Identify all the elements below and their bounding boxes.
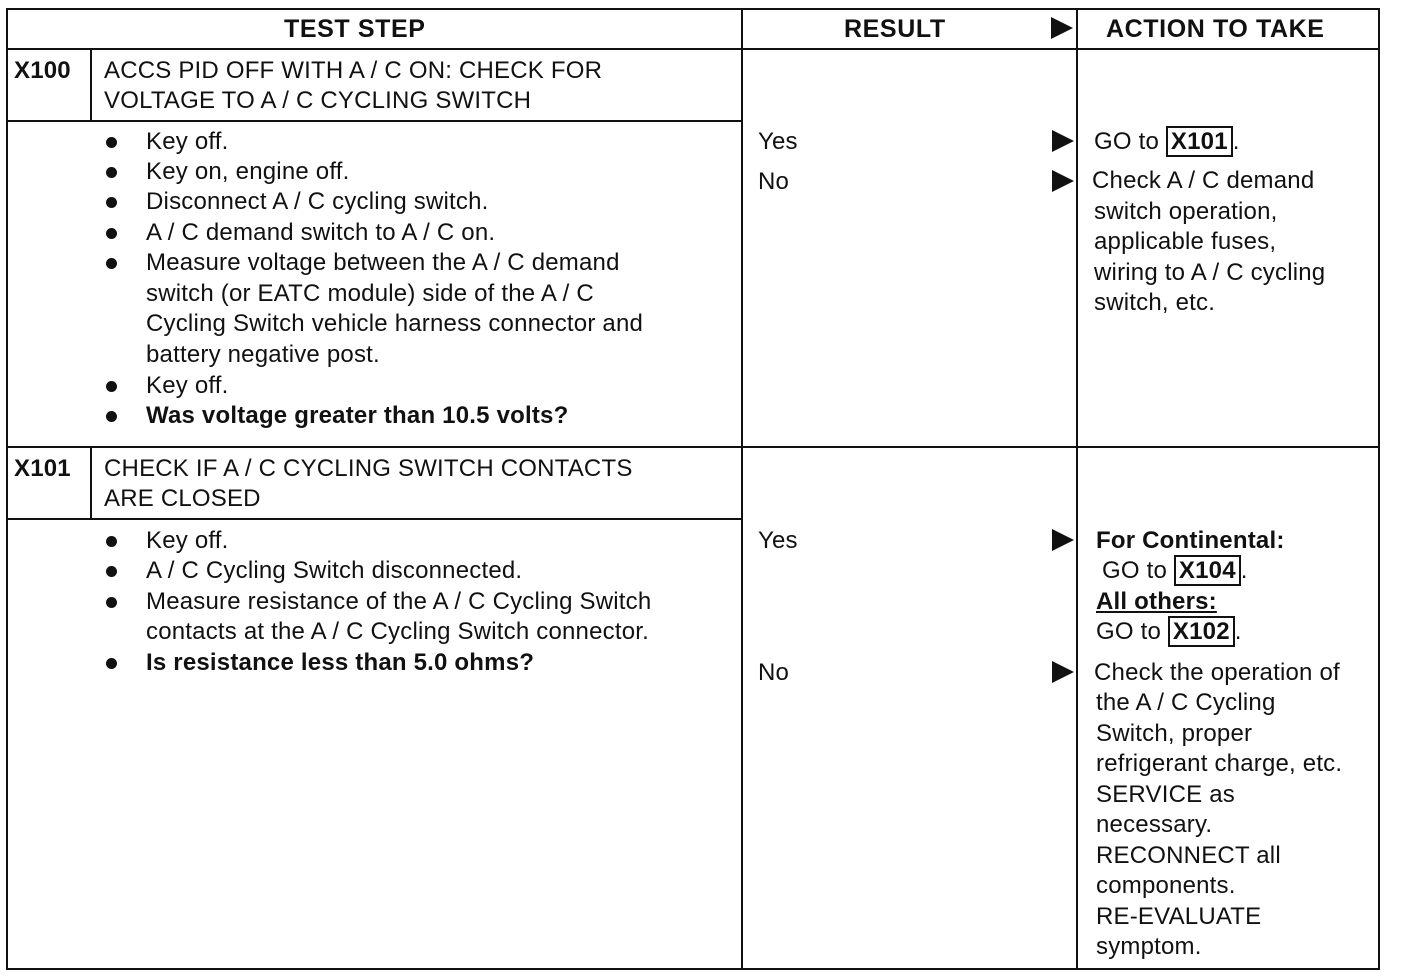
- bullet-icon: [106, 137, 117, 148]
- x101-action-no-line1: Check the operation of: [1094, 659, 1340, 686]
- x101-result-no: No: [758, 659, 790, 686]
- bullet-icon: [106, 658, 117, 669]
- bullet-icon: [106, 566, 117, 577]
- x100-action-no-line5: switch, etc.: [1094, 289, 1216, 316]
- x101-action-no-line2: the A / C Cycling: [1096, 689, 1276, 716]
- x101-action-no-line4: refrigerant charge, etc.: [1096, 750, 1343, 777]
- x101-id-divider: [90, 446, 92, 520]
- x101-action-continental-label: For Continental:: [1096, 527, 1285, 554]
- x101-action-others-label: All others:: [1096, 588, 1217, 615]
- x100-result-yes: Yes: [758, 128, 798, 155]
- result-arrow-icon: [1052, 130, 1074, 152]
- bullet-icon: [106, 381, 117, 392]
- step-x101-question: Is resistance less than 5.0 ohms?: [146, 649, 535, 676]
- step-x100-bullet-5-line4: battery negative post.: [146, 341, 380, 368]
- header-result: RESULT: [844, 15, 946, 43]
- step-title-x101-line1: CHECK IF A / C CYCLING SWITCH CONTACTS: [104, 455, 633, 482]
- bullet-icon: [106, 197, 117, 208]
- header-action: ACTION TO TAKE: [1106, 15, 1325, 43]
- result-arrow-icon: [1052, 170, 1074, 192]
- step-x100-bullet-1: Key off.: [146, 128, 229, 155]
- bullet-icon: [106, 167, 117, 178]
- header-bottom-border: [6, 48, 1380, 50]
- step-x101-bullet-2: A / C Cycling Switch disconnected.: [146, 557, 523, 584]
- step-x100-bullet-6: Key off.: [146, 372, 229, 399]
- step-x100-bullet-4: A / C demand switch to A / C on.: [146, 219, 496, 246]
- step-id-x100: X100: [14, 57, 71, 84]
- x101-action-no-line7: RECONNECT all: [1096, 842, 1281, 869]
- table-top-border: [6, 8, 1380, 10]
- x101-action-others-goto: GO to X102 .: [1096, 618, 1242, 645]
- step-x100-bullet-3: Disconnect A / C cycling switch.: [146, 188, 489, 215]
- x100-action-yes: GO to X101 .: [1094, 128, 1240, 155]
- x101-action-no-line9: RE-EVALUATE: [1096, 903, 1262, 930]
- x101-title-underline: [6, 518, 743, 520]
- step-x101-bullet-3-line1: Measure resistance of the A / C Cycling Switch: [146, 588, 652, 615]
- x101-action-no-line3: Switch, proper: [1096, 720, 1253, 747]
- x100-title-underline: [6, 120, 743, 122]
- ref-x101[interactable]: X101: [1166, 126, 1233, 157]
- x100-action-no-line4: wiring to A / C cycling: [1094, 259, 1326, 286]
- step-x100-bullet-5-line2: switch (or EATC module) side of the A / C: [146, 280, 594, 307]
- x101-action-continental-goto: GO to X104 .: [1102, 557, 1248, 584]
- ref-x104[interactable]: X104: [1174, 555, 1241, 586]
- x100-result-no: No: [758, 168, 790, 195]
- x101-result-yes: Yes: [758, 527, 798, 554]
- step-x101-bullet-3-line2: contacts at the A / C Cycling Switch connector.: [146, 618, 649, 645]
- bullet-icon: [106, 536, 117, 547]
- x101-action-no-line6: necessary.: [1096, 811, 1213, 838]
- table-left-border: [6, 8, 8, 970]
- result-arrow-icon: [1052, 661, 1074, 683]
- result-arrow-icon: [1052, 529, 1074, 551]
- bullet-icon: [106, 597, 117, 608]
- step-x100-bullet-5-line1: Measure voltage between the A / C demand: [146, 249, 620, 276]
- bullet-icon: [106, 258, 117, 269]
- step-x100-question: Was voltage greater than 10.5 volts?: [146, 402, 569, 429]
- step-divider: [6, 446, 1380, 448]
- result-column-border: [741, 8, 743, 970]
- ref-x102[interactable]: X102: [1168, 616, 1235, 647]
- bullet-icon: [106, 228, 117, 239]
- step-x100-bullet-2: Key on, engine off.: [146, 158, 350, 185]
- step-x100-bullet-5-line3: Cycling Switch vehicle harness connector and: [146, 310, 644, 337]
- step-x101-bullet-1: Key off.: [146, 527, 229, 554]
- header-test-step: TEST STEP: [284, 15, 426, 43]
- x101-action-no-line5: SERVICE as: [1096, 781, 1235, 808]
- x101-action-no-line8: components.: [1096, 872, 1236, 899]
- header-arrow-icon: [1051, 17, 1073, 39]
- x101-action-no-line10: symptom.: [1096, 933, 1202, 960]
- x100-id-divider: [90, 48, 92, 122]
- bullet-icon: [106, 411, 117, 422]
- step-title-x101-line2: ARE CLOSED: [104, 485, 261, 512]
- x100-action-no-line2: switch operation,: [1094, 198, 1278, 225]
- action-column-border: [1076, 8, 1078, 970]
- x100-action-no-line3: applicable fuses,: [1094, 228, 1277, 255]
- table-bottom-border: [6, 968, 1380, 970]
- step-title-x100-line1: ACCS PID OFF WITH A / C ON: CHECK FOR: [104, 57, 603, 84]
- step-id-x101: X101: [14, 455, 71, 482]
- table-right-border: [1378, 8, 1380, 970]
- step-title-x100-line2: VOLTAGE TO A / C CYCLING SWITCH: [104, 87, 532, 114]
- x100-action-no-line1: Check A / C demand: [1092, 167, 1315, 194]
